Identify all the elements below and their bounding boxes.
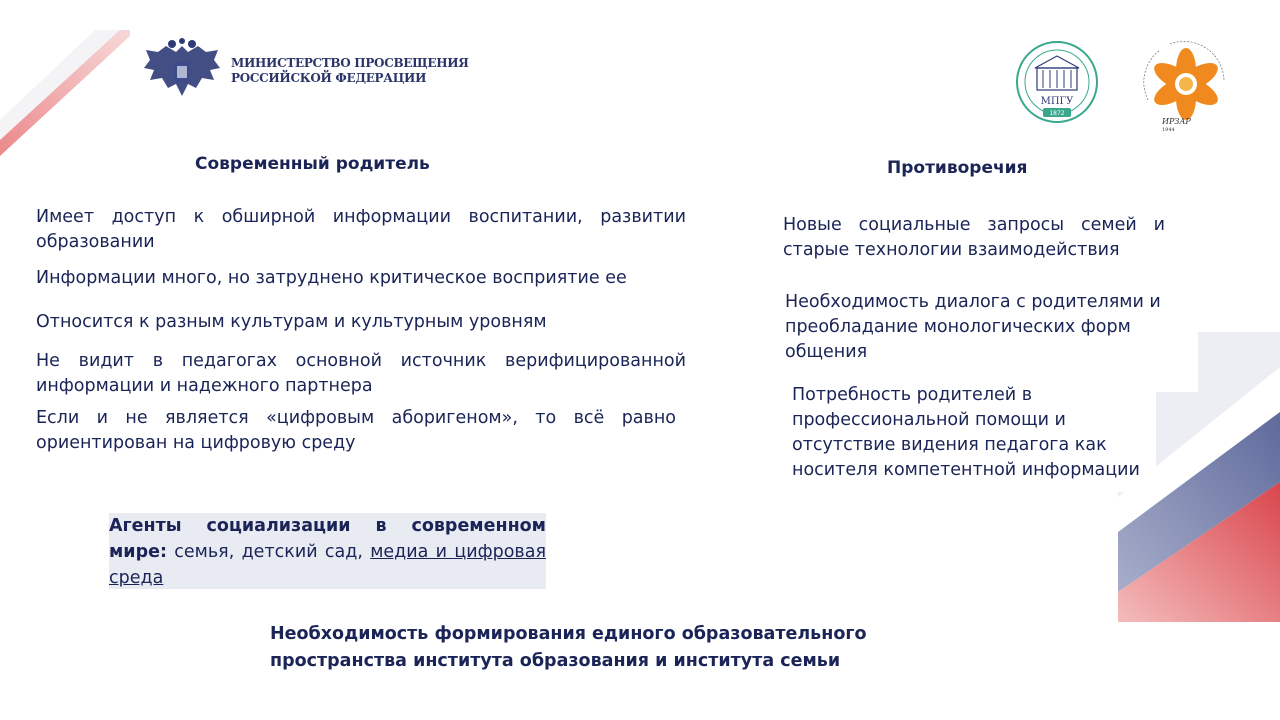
right-item-2: Необходимость диалога с родителями и преобладание монологических форм общения bbox=[785, 292, 1161, 362]
right-item-3: Потребность родителей в профессиональной помощи и отсутствие видения педагога как носителя компетентной информации bbox=[792, 385, 1140, 480]
right-heading: Противоречия bbox=[887, 158, 1028, 178]
agents-link[interactable]: медиа и цифровая среда bbox=[109, 542, 546, 588]
conclusion-line2: пространства института образования и института семьи bbox=[270, 651, 841, 671]
decorative-ribbon-top-left bbox=[0, 30, 130, 156]
conclusion-line1: Необходимость формирования единого образовательного bbox=[270, 624, 867, 644]
ministry-title bbox=[231, 56, 469, 86]
left-item-1: Имеет доступ к обширной информации воспитании, развитии образовании bbox=[36, 207, 686, 252]
agents-text: семья, детский сад, bbox=[166, 542, 371, 562]
ministry-title-line1: МИНИСТЕРСТВО ПРОСВЕЩЕНИЯ bbox=[231, 56, 469, 70]
mpgu-logo bbox=[1015, 38, 1099, 126]
conclusion bbox=[270, 621, 867, 675]
irzar-logo-year: 1944 bbox=[1162, 127, 1175, 132]
left-item-5: Если и не является «цифровым аборигеном», то всё равно ориентирован на цифровую среду bbox=[36, 408, 676, 453]
agents-box bbox=[109, 513, 546, 589]
mpgu-logo-text: МПГУ bbox=[1040, 96, 1074, 107]
agents-label: Агенты социализации в современном мире: bbox=[109, 516, 546, 562]
left-heading: Современный родитель bbox=[195, 154, 430, 174]
mpgu-logo-year: 1872 bbox=[1049, 110, 1065, 117]
irzar-logo bbox=[1140, 40, 1228, 132]
left-item-4: Не видит в педагогах основной источник верифицированной информации и надежного партнера bbox=[36, 351, 686, 396]
ministry-title-line2: РОССИЙСКОЙ ФЕДЕРАЦИИ bbox=[231, 71, 427, 85]
left-item-2: Информации много, но затруднено критическое восприятие ее bbox=[36, 268, 627, 288]
right-item-1: Новые социальные запросы семей и старые технологии взаимодействия bbox=[783, 215, 1165, 260]
irzar-logo-text: ИРЗАР bbox=[1162, 117, 1191, 126]
double-headed-eagle-emblem bbox=[138, 38, 226, 108]
left-item-3: Относится к разным культурам и культурным уровням bbox=[36, 312, 547, 332]
